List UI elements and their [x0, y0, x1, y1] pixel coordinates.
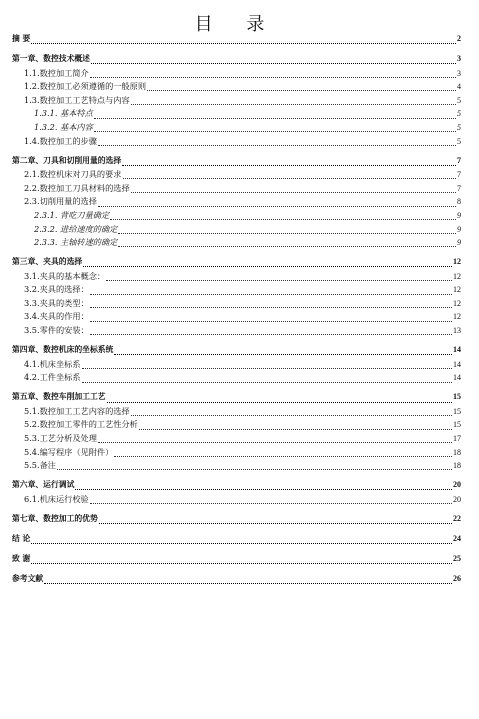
dot-leader [31, 537, 452, 544]
dot-leader [114, 348, 452, 355]
toc-entry-label: 4.1.机床坐标系 [24, 358, 81, 369]
toc-entry-label: 5.5.备注 [24, 460, 56, 471]
toc-entry-label: 1.3.数控加工工艺特点与内容 [24, 94, 130, 105]
toc-page-number: 17 [453, 433, 461, 443]
dot-leader [31, 557, 452, 564]
toc-subsection-entry[interactable] [12, 237, 461, 251]
dot-leader [110, 213, 456, 220]
toc-chapter-entry[interactable] [12, 514, 461, 528]
dot-leader [94, 125, 456, 132]
table-of-contents [12, 34, 461, 587]
toc-page-number: 26 [453, 573, 461, 583]
toc-entry-label: 5.2.数控加工零件的工艺性分析 [24, 419, 138, 430]
toc-entry-label: 6.1.机床运行校验 [24, 493, 89, 504]
toc-entry-label: 5.4.编写程序（见附件） [24, 446, 114, 457]
toc-chapter-entry[interactable] [12, 34, 461, 48]
toc-page-number: 20 [453, 480, 461, 490]
toc-page-number: 20 [453, 494, 461, 504]
dot-leader [90, 315, 452, 322]
dot-leader [122, 159, 456, 166]
toc-page-number: 5 [457, 136, 461, 146]
dot-leader [90, 497, 452, 504]
toc-section-entry[interactable] [12, 359, 461, 373]
toc-page-number: 5 [457, 109, 461, 119]
toc-chapter-entry[interactable] [12, 54, 461, 68]
dot-leader [131, 409, 452, 416]
toc-section-entry[interactable] [12, 433, 461, 447]
dot-leader [106, 274, 452, 281]
toc-entry-label: 3.1.夹具的基本概念： [24, 270, 106, 281]
toc-entry-label: 参考文献 [12, 573, 44, 583]
toc-entry-label: 致 谢 [12, 553, 31, 563]
toc-entry-label: 4.2.工件坐标系 [24, 372, 81, 383]
toc-page-number: 14 [453, 359, 461, 369]
toc-page-number: 8 [457, 197, 461, 207]
toc-entry-label: 第七章、数控加工的优势 [12, 513, 98, 523]
toc-chapter-entry[interactable] [12, 534, 461, 548]
toc-subsection-entry[interactable] [12, 108, 461, 122]
toc-page-number: 12 [453, 285, 461, 295]
toc-subsection-entry[interactable] [12, 224, 461, 238]
dot-leader [91, 57, 456, 64]
toc-entry-label: 第二章、刀具和切削用量的选择 [12, 155, 122, 165]
dot-leader [82, 362, 452, 369]
toc-subsection-entry[interactable] [12, 122, 461, 136]
toc-section-entry[interactable] [12, 311, 461, 325]
toc-section-entry[interactable] [12, 494, 461, 508]
toc-page-number: 7 [457, 155, 461, 165]
toc-section-entry[interactable] [12, 298, 461, 312]
toc-entry-label: 第五章、数控车削加工工艺 [12, 392, 106, 402]
toc-chapter-entry[interactable] [12, 554, 461, 568]
toc-section-entry[interactable] [12, 95, 461, 109]
toc-entry-label: 第三章、夹具的选择 [12, 257, 83, 267]
toc-page-number: 12 [453, 298, 461, 308]
toc-page-number: 4 [457, 82, 461, 92]
toc-chapter-entry[interactable] [12, 392, 461, 406]
toc-chapter-entry[interactable] [12, 257, 461, 271]
dot-leader [99, 517, 452, 524]
toc-page-number: 9 [457, 224, 461, 234]
toc-page-number: 3 [457, 53, 461, 63]
dot-leader [98, 200, 456, 207]
toc-page-number: 15 [453, 392, 461, 402]
dot-leader [118, 240, 456, 247]
toc-page-number: 24 [453, 533, 461, 543]
toc-section-entry[interactable] [12, 271, 461, 285]
dot-leader [131, 98, 456, 105]
toc-entry-label: 3.2.夹具的选择： [24, 284, 89, 295]
toc-page-number: 13 [453, 326, 461, 336]
toc-entry-label: 1.4.数控加工的步骤 [24, 135, 97, 146]
toc-section-entry[interactable] [12, 183, 461, 197]
toc-page-number: 7 [457, 170, 461, 180]
toc-page-number: 14 [453, 373, 461, 383]
dot-leader [123, 172, 457, 179]
toc-section-entry[interactable] [12, 406, 461, 420]
toc-entry-label: 1.3.2. 基本内容 [34, 121, 93, 132]
toc-page-number: 7 [457, 183, 461, 193]
toc-section-entry[interactable] [12, 136, 461, 150]
toc-entry-label: 结 论 [12, 533, 31, 543]
toc-entry-label: 摘 要 [12, 34, 31, 43]
toc-entry-label: 第六章、运行调试 [12, 480, 75, 490]
toc-chapter-entry[interactable] [12, 574, 461, 588]
dot-leader [44, 577, 452, 584]
dot-leader [83, 260, 452, 267]
toc-subsection-entry[interactable] [12, 210, 461, 224]
toc-section-entry[interactable] [12, 325, 461, 339]
dot-leader [57, 463, 452, 470]
toc-entry-label: 2.3.2. 进给速度的确定 [34, 223, 118, 234]
toc-entry-label: 5.1.数控加工工艺内容的选择 [24, 405, 130, 416]
toc-section-entry[interactable] [12, 169, 461, 183]
dot-leader [118, 227, 456, 234]
toc-section-entry[interactable] [12, 460, 461, 474]
toc-chapter-entry[interactable] [12, 345, 461, 359]
toc-page-number: 25 [453, 553, 461, 563]
dot-leader [82, 376, 452, 383]
toc-entry-label: 3.5.零件的安装： [24, 325, 89, 336]
toc-page-number: 9 [457, 238, 461, 248]
toc-entry-label: 2.3.1. 背吃刀量确定 [34, 209, 110, 220]
dot-leader [147, 84, 456, 91]
dot-leader [31, 37, 456, 44]
toc-entry-label: 3.4.夹具的作用： [24, 311, 89, 322]
toc-page-number: 18 [453, 461, 461, 471]
toc-page-number: 12 [453, 271, 461, 281]
toc-entry-label: 第四章、数控机床的坐标系统 [12, 345, 114, 355]
toc-section-entry[interactable] [12, 419, 461, 433]
toc-section-entry[interactable] [12, 372, 461, 386]
dot-leader [90, 71, 456, 78]
dot-leader [90, 301, 452, 308]
toc-chapter-entry[interactable] [12, 156, 461, 170]
dot-leader [139, 423, 452, 430]
toc-section-entry[interactable] [12, 196, 461, 210]
toc-page-number: 18 [453, 447, 461, 457]
toc-entry-label: 2.1.数控机床对刀具的要求 [24, 169, 122, 180]
toc-page-number: 5 [457, 95, 461, 105]
dot-leader [131, 186, 456, 193]
toc-page-number: 3 [457, 68, 461, 78]
dot-leader [98, 139, 456, 146]
toc-entry-label: 1.3.1. 基本特点 [34, 108, 93, 119]
dot-leader [90, 288, 452, 295]
toc-page-number: 22 [453, 513, 461, 523]
toc-page-number: 2 [457, 34, 461, 43]
toc-section-entry[interactable] [12, 81, 461, 95]
toc-section-entry[interactable] [12, 284, 461, 298]
dot-leader [90, 328, 452, 335]
toc-section-entry[interactable] [12, 68, 461, 82]
toc-page-number: 9 [457, 210, 461, 220]
toc-page-number: 15 [453, 406, 461, 416]
toc-chapter-entry[interactable] [12, 480, 461, 494]
toc-entry-label: 5.3.工艺分析及处理 [24, 432, 97, 443]
dot-leader [107, 396, 452, 403]
toc-entry-label: 2.3.切削用量的选择 [24, 196, 97, 207]
toc-entry-label: 2.3.3. 主轴转速的确定 [34, 237, 118, 248]
toc-entry-label: 第一章、数控技术概述 [12, 53, 90, 63]
toc-page-number: 12 [453, 257, 461, 267]
dot-leader [94, 112, 456, 119]
toc-page-number: 14 [453, 345, 461, 355]
dot-leader [114, 450, 452, 457]
toc-entry-label: 1.2.数控加工必须遵循的一般原则 [24, 81, 147, 92]
toc-page-number: 12 [453, 312, 461, 322]
toc-entry-label: 1.1.数控加工简介 [24, 67, 89, 78]
toc-page-number: 5 [457, 122, 461, 132]
dot-leader [75, 483, 452, 490]
toc-page-number: 15 [453, 420, 461, 430]
toc-entry-label: 2.2.数控加工刀具材料的选择 [24, 182, 130, 193]
dot-leader [98, 436, 452, 443]
toc-section-entry[interactable] [12, 447, 461, 461]
toc-title: 目 录 [194, 14, 279, 35]
toc-entry-label: 3.3.夹具的类型： [24, 297, 89, 308]
